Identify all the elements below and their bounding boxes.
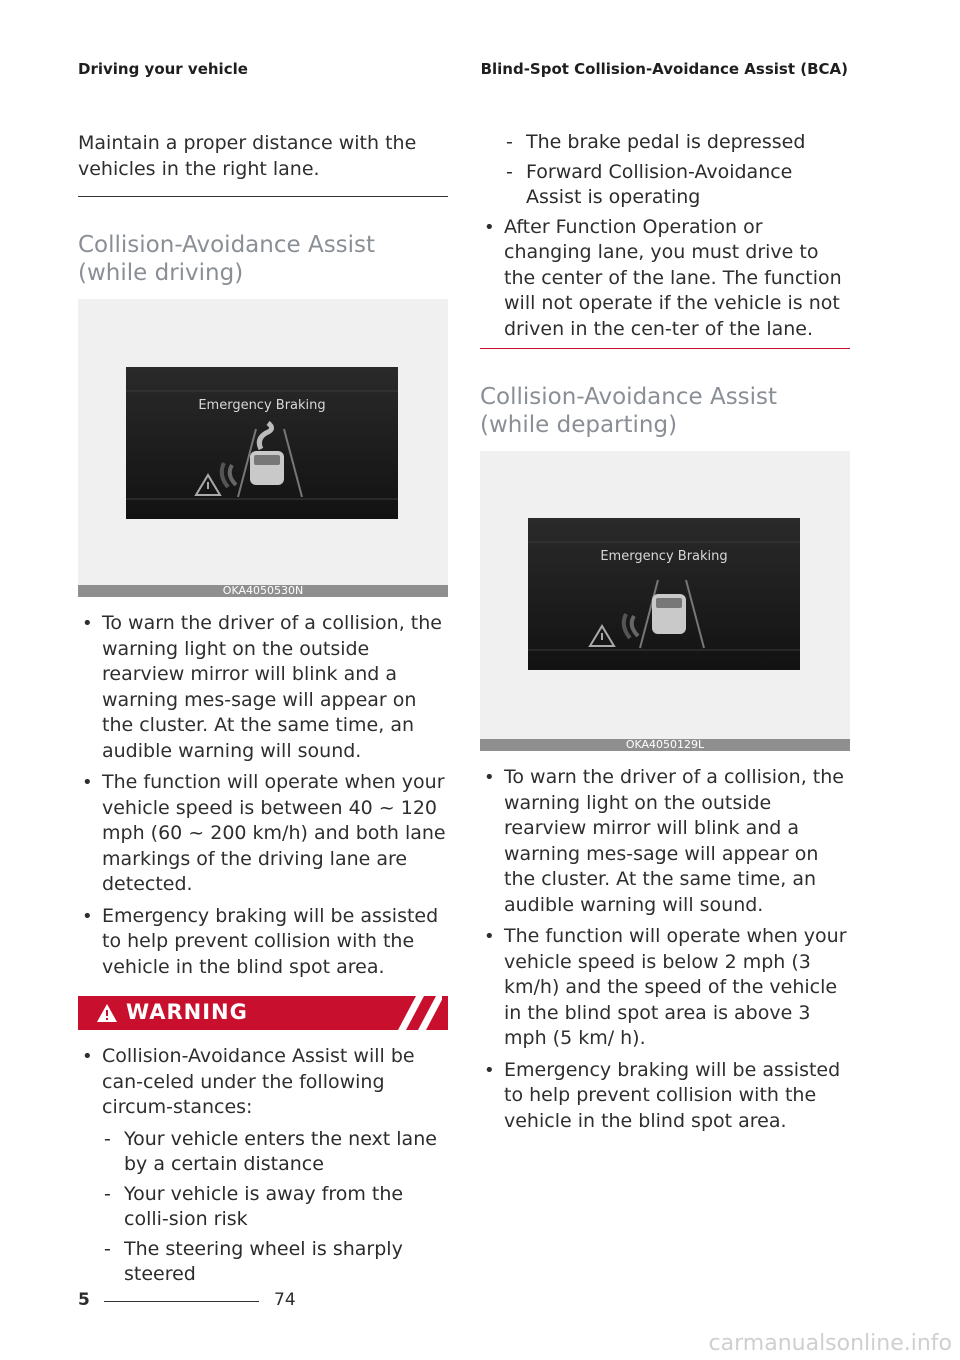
section-heading-departing: Collision-Avoidance Assist (while departing): [480, 384, 778, 438]
dash-item: - The brake pedal is depressed: [480, 130, 850, 156]
emergency-braking-illustration: [528, 518, 800, 670]
chapter-number: 5: [78, 1290, 90, 1310]
bullet-list-driving: [78, 611, 448, 980]
warning-banner: [78, 996, 448, 1030]
list-item: • The function will operate when your vehicle speed is below 2 mph (3 km/h) and the speed of the vehicle in the blind spot area is above 3 mph (5 km/ h).: [480, 924, 850, 1052]
warning-dash-list: [78, 1127, 448, 1288]
cluster-display: [126, 367, 398, 519]
screen-label: Emergency Braking: [198, 398, 326, 413]
intro-paragraph: Maintain a proper distance with the vehicles in the right lane.: [78, 132, 417, 180]
slash-decoration: [380, 996, 442, 1030]
cluster-display: [528, 518, 800, 670]
warning-dash-list-continued: [480, 130, 850, 211]
warning-bullet-list-continued: [480, 215, 850, 343]
right-column: [480, 130, 850, 1140]
page-number: 74: [274, 1290, 296, 1310]
dash-item: - Your vehicle enters the next lane by a certain distance: [78, 1127, 448, 1178]
figure-code: OKA4050530N: [78, 585, 448, 597]
bullet-list-departing: [480, 765, 850, 1134]
running-header-chapter: Driving your vehicle: [78, 60, 248, 78]
warning-end-rule: [480, 348, 850, 349]
figure-departing: [480, 451, 850, 751]
footer-rule: [104, 1301, 259, 1302]
screen-label: Emergency Braking: [600, 549, 728, 564]
left-column: [78, 130, 448, 1292]
dash-item: - Forward Collision-Avoidance Assist is operating: [480, 160, 850, 211]
list-item: • The function will operate when your vehicle speed is between 40 ~ 120 mph (60 ~ 200 km/h) and both lane markings of the driving lane are detected.: [78, 770, 448, 898]
watermark: carmanualsonline.info: [708, 1331, 952, 1356]
section-heading-driving: Collision-Avoidance Assist (while driving): [78, 232, 376, 286]
figure-code: OKA4050129L: [480, 739, 850, 751]
warning-bullet-list: [78, 1044, 448, 1121]
list-item: • Collision-Avoidance Assist will be can-celed under the following circum-stances:: [78, 1044, 448, 1121]
dash-item: - Your vehicle is away from the colli-sion risk: [78, 1182, 448, 1233]
running-header-section: Blind-Spot Collision-Avoidance Assist (BCA): [480, 60, 848, 78]
figure-driving: [78, 299, 448, 597]
dash-item: - The steering wheel is sharply steered: [78, 1237, 448, 1288]
list-item: • Emergency braking will be assisted to help prevent collision with the vehicle in the blind spot area.: [480, 1058, 850, 1135]
warning-triangle-icon: [96, 1003, 118, 1023]
section-divider: [78, 196, 448, 197]
list-item: • After Function Operation or changing lane, you must drive to the center of the lane. The function will not operate if the vehicle is not driven in the cen-ter of the lane.: [480, 215, 850, 343]
emergency-braking-illustration: [126, 367, 398, 519]
list-item: • Emergency braking will be assisted to help prevent collision with the vehicle in the blind spot area.: [78, 904, 448, 981]
warning-title: WARNING: [126, 1000, 248, 1024]
list-item: • To warn the driver of a collision, the warning light on the outside rearview mirror will blink and a warning mes-sage will appear on the cluster. At the same time, an audible warning will sound.: [78, 611, 448, 764]
list-item: • To warn the driver of a collision, the warning light on the outside rearview mirror will blink and a warning mes-sage will appear on the cluster. At the same time, an audible warning will sound.: [480, 765, 850, 918]
